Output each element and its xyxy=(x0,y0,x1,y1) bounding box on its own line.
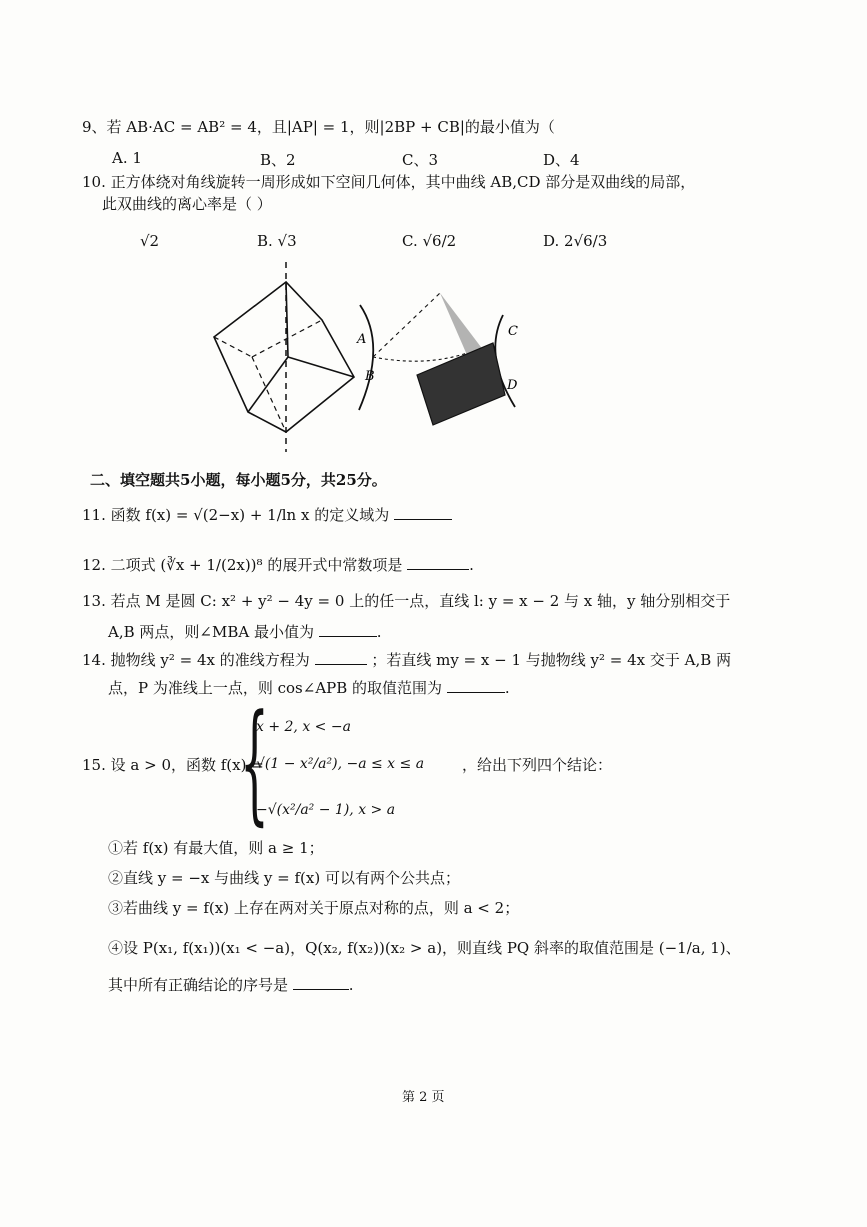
q9-option-d: D、4 xyxy=(543,151,580,169)
q13-stem-line1: 13. 若点 M 是圆 C: x² + y² − 4y = 0 上的任一点，直线 l: y = x − 2 与 x 轴，y 轴分别相交于 xyxy=(82,592,731,610)
q14-stem-line2: 点，P 为准线上一点，则 cos∠APB 的取值范围为 . xyxy=(108,676,510,698)
q9-option-c: C、3 xyxy=(402,151,439,169)
q10-option-c: C. √6/2 xyxy=(402,232,457,250)
q10-option-d: D. 2√6/3 xyxy=(543,232,608,250)
q15-answer-blank[interactable] xyxy=(293,973,349,990)
q10-stem-line1: 10. 正方体绕对角线旋转一周形成如下空间几何体，其中曲线 AB,CD 部分是双曲线的局部， xyxy=(82,173,696,191)
q11-answer-blank[interactable] xyxy=(394,503,452,520)
label-d: D xyxy=(507,378,518,393)
section-2-heading: 二、填空题共5小题，每小题5分，共25分。 xyxy=(90,471,387,489)
q12-expression: (∛x + 1/(2x))⁸ xyxy=(160,556,263,574)
q9-option-b: B、2 xyxy=(260,151,296,169)
cube-figure xyxy=(200,262,370,452)
hyperbola-figure xyxy=(355,285,535,435)
q13-stem-line2: A,B 两点，则∠MBA 最小值为 . xyxy=(108,620,382,642)
q9-option-a: A. 1 xyxy=(112,149,142,167)
q14-answer-blank-1[interactable] xyxy=(315,648,367,665)
q11-text: 11. 函数 f(x) = √(2−x) + 1/ln x 的定义域为 xyxy=(82,506,390,524)
q12-text-before: 12. 二项式 xyxy=(82,556,156,574)
q12-stem: 12. 二项式 (∛x + 1/(2x))⁸ 的展开式中常数项是 . xyxy=(82,553,474,575)
q15-piece-3: −√(x²/a² − 1), x > a xyxy=(256,802,396,818)
q14-text-line2: 点，P 为准线上一点，则 cos∠APB 的取值范围为 xyxy=(108,679,443,697)
piecewise-brace: { xyxy=(240,686,269,838)
q11-stem xyxy=(82,503,452,525)
q12-text-after: 的展开式中常数项是 xyxy=(267,556,403,574)
q10-option-b: B. √3 xyxy=(257,232,297,250)
q10-stem-line2: 此双曲线的离心率是（ ） xyxy=(102,195,272,213)
label-c: C xyxy=(508,324,518,339)
q15-piece-2: √(1 − x²/a²), −a ≤ x ≤ a xyxy=(256,756,425,772)
q12-answer-blank[interactable] xyxy=(407,553,469,570)
q14-text-a: 14. 抛物线 y² = 4x 的准线方程为 xyxy=(82,651,310,669)
page-number: 第 2 页 xyxy=(402,1090,445,1105)
q14-answer-blank-2[interactable] xyxy=(447,676,505,693)
q14-stem-line1 xyxy=(82,648,731,670)
q15-claim-2: ②直线 y = −x 与曲线 y = f(x) 可以有两个公共点； xyxy=(108,869,460,887)
q15-prefix: 15. 设 a > 0，函数 f(x) = xyxy=(82,756,264,774)
q15-suffix: ，给出下列四个结论： xyxy=(462,756,613,774)
q15-claim-1: ①若 f(x) 有最大值，则 a ≥ 1； xyxy=(108,839,324,857)
q9-stem: 9、若 AB·AC = AB² = 4，且|AP| = 1，则|2BP + CB|的最小值为（ xyxy=(82,118,555,136)
q15-closing: 其中所有正确结论的序号是 . xyxy=(108,973,354,995)
q13-answer-blank[interactable] xyxy=(319,620,377,637)
q15-piece-1: x + 2, x < −a xyxy=(256,719,351,735)
q10-option-a: √2 xyxy=(140,232,160,250)
label-a: A xyxy=(357,332,367,347)
q15-claim-3: ③若曲线 y = f(x) 上存在两对关于原点对称的点，则 a < 2； xyxy=(108,899,520,917)
q14-text-b: ；若直线 my = x − 1 与抛物线 y² = 4x 交于 A,B 两 xyxy=(371,651,732,669)
q13-text: A,B 两点，则∠MBA 最小值为 xyxy=(108,623,314,641)
q15-claim-4: ④设 P(x₁, f(x₁))(x₁ < −a)，Q(x₂, f(x₂))(x₂ > a)，则直线 PQ 斜率的取值范围是 (−1/a, 1)、 xyxy=(108,939,741,957)
label-b: B xyxy=(365,369,375,384)
q15-closing-text: 其中所有正确结论的序号是 xyxy=(108,976,289,994)
